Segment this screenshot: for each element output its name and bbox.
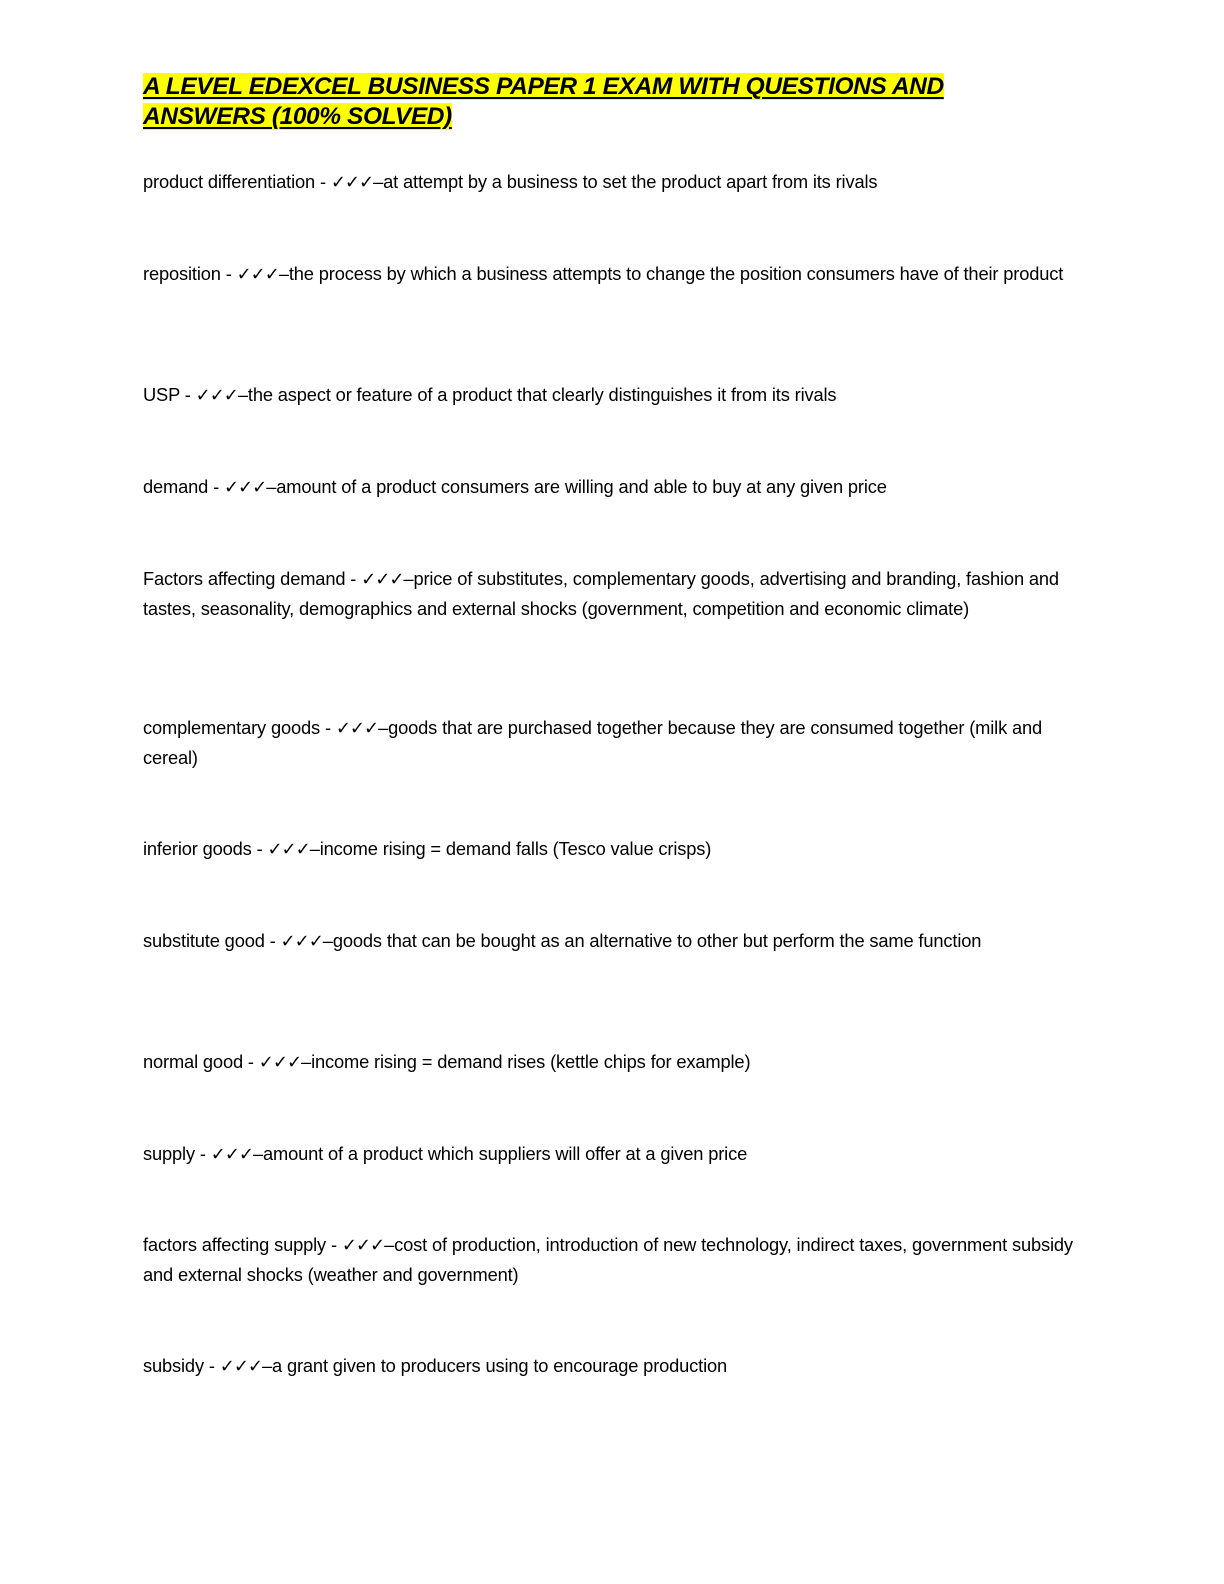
- entry-term: supply: [143, 1143, 195, 1164]
- entry-dash: –: [373, 171, 384, 192]
- entry-product-differentiation: [143, 167, 1078, 197]
- entry-term: normal good: [143, 1051, 243, 1072]
- checkmarks-icon: ✓✓✓: [258, 1052, 302, 1073]
- checkmarks-icon: ✓✓✓: [267, 839, 310, 860]
- checkmarks-icon: ✓✓✓: [341, 1235, 385, 1256]
- entry-inferior-goods: [143, 834, 1078, 864]
- entry-definition: the aspect or feature of a product that clearly distinguishes it from its rivals: [247, 384, 837, 405]
- checkmarks-icon: ✓✓✓: [330, 172, 374, 193]
- entry-term: complementary goods: [143, 717, 321, 738]
- entry-factors-affecting-demand: [143, 564, 1078, 623]
- entry-term: product differentiation: [143, 171, 316, 192]
- entry-reposition: [143, 259, 1078, 289]
- checkmarks-icon: ✓✓✓: [361, 569, 404, 590]
- entry-term: subsidy: [143, 1355, 204, 1376]
- entry-term: factors affecting supply: [143, 1234, 327, 1255]
- entry-substitute-good: [143, 926, 1078, 956]
- entry-complementary-goods: [143, 713, 1078, 772]
- checkmarks-icon: ✓✓✓: [210, 1144, 253, 1165]
- entry-definition: amount of a product which suppliers will offer at a given price: [263, 1143, 748, 1164]
- entry-separator: -: [345, 568, 362, 589]
- entry-term: Factors affecting demand: [143, 568, 346, 589]
- entry-dash: –: [378, 717, 389, 738]
- entry-separator: -: [194, 1143, 211, 1164]
- entry-definition: cost of production, introduction of new technology, indirect taxes, government subsidy and external shocks (weather and government): [143, 1234, 1073, 1285]
- entry-separator: -: [179, 384, 196, 405]
- entry-dash: –: [301, 1051, 312, 1072]
- entry-definition: at attempt by a business to set the product apart from its rivals: [383, 171, 878, 192]
- entry-dash: –: [261, 1355, 273, 1376]
- entry-factors-affecting-supply: [143, 1230, 1078, 1289]
- entry-definition: goods that are purchased together because they are consumed together (milk and cereal): [143, 717, 1043, 768]
- entry-dash: –: [253, 1143, 264, 1164]
- entry-separator: -: [251, 838, 268, 859]
- entry-separator: -: [315, 171, 331, 192]
- checkmarks-icon: ✓✓✓: [195, 385, 238, 406]
- entry-normal-good: [143, 1047, 1078, 1077]
- entry-term: USP: [143, 384, 180, 405]
- entry-definition: the process by which a business attempts to change the position consumers have of their product: [288, 263, 1064, 284]
- entry-dash: –: [266, 476, 277, 497]
- checkmarks-icon: ✓✓✓: [335, 718, 379, 739]
- entry-dash: –: [322, 930, 333, 951]
- entry-dash: –: [237, 384, 248, 405]
- entry-separator: -: [220, 263, 237, 284]
- entry-term: substitute good: [143, 930, 265, 951]
- entry-dash: –: [403, 568, 414, 589]
- checkmarks-icon: ✓✓✓: [219, 1356, 262, 1377]
- document-title: [143, 72, 1043, 132]
- entry-dash: –: [384, 1234, 395, 1255]
- checkmarks-icon: ✓✓✓: [236, 264, 279, 285]
- entry-definition: goods that can be bought as an alternative to other but perform the same function: [332, 930, 982, 951]
- entry-demand: [143, 472, 1078, 502]
- entry-usp: [143, 380, 1078, 410]
- checkmarks-icon: ✓✓✓: [280, 931, 323, 952]
- entry-definition: price of substitutes, complementary goods, advertising and branding, fashion and tastes, seasonality, demographics and external shocks (government, competition and economic climate): [143, 568, 1059, 619]
- entry-definition: income rising = demand rises (kettle chips for example): [311, 1051, 751, 1072]
- entry-dash: –: [278, 263, 289, 284]
- entry-separator: -: [326, 1234, 342, 1255]
- entry-definition: a grant given to producers using to encourage production: [272, 1355, 728, 1376]
- title-highlight: A LEVEL EDEXCEL BUSINESS PAPER 1 EXAM WITH QUESTIONS AND ANSWERS (100% SOLVED): [143, 73, 944, 130]
- entry-separator: -: [203, 1355, 220, 1376]
- entry-term: demand: [143, 476, 209, 497]
- entry-separator: -: [208, 476, 224, 497]
- checkmarks-icon: ✓✓✓: [223, 477, 267, 498]
- entry-definition: income rising = demand falls (Tesco value crisps): [319, 838, 712, 859]
- entry-subsidy: [143, 1351, 1078, 1381]
- entry-dash: –: [309, 838, 320, 859]
- entry-term: reposition: [143, 263, 221, 284]
- entry-definition: amount of a product consumers are willing and able to buy at any given price: [276, 476, 887, 497]
- entry-supply: [143, 1139, 1078, 1169]
- entry-separator: -: [320, 717, 336, 738]
- entry-separator: -: [264, 930, 281, 951]
- entry-separator: -: [242, 1051, 259, 1072]
- entry-term: inferior goods: [143, 838, 252, 859]
